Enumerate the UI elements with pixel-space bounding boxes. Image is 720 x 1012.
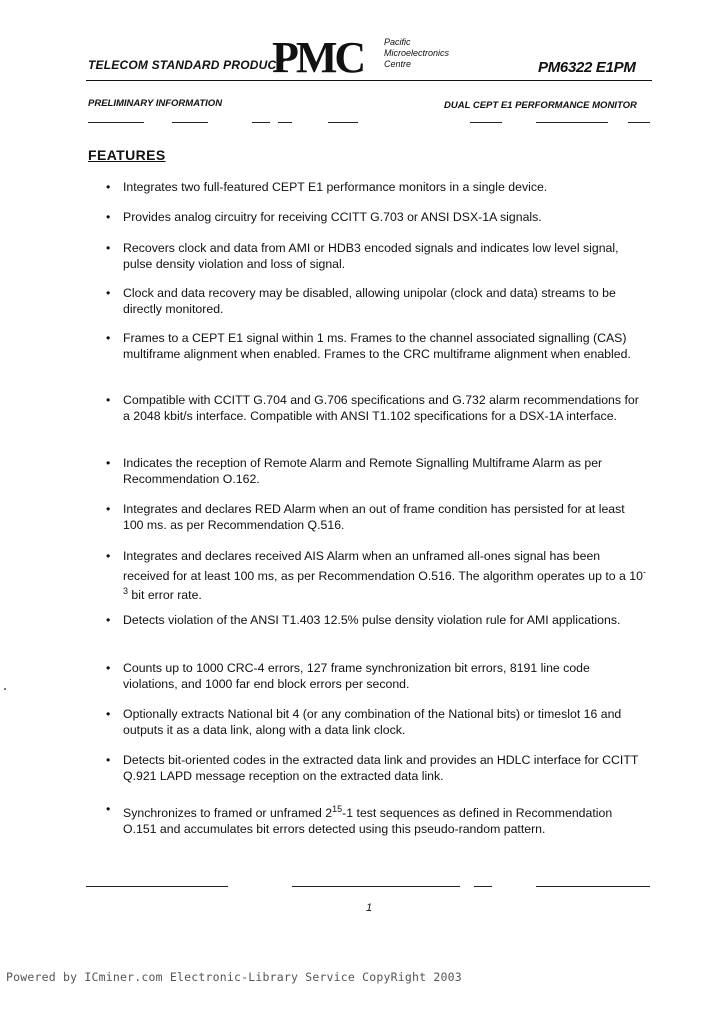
bullet-icon: • — [106, 393, 111, 407]
bullet-icon: • — [106, 613, 111, 627]
divider-dash — [252, 122, 270, 123]
divider-dash — [328, 122, 358, 123]
features-heading: FEATURES — [88, 147, 166, 163]
feature-text: Indicates the reception of Remote Alarm and Remote Signalling Multiframe Alarm as per Recommendation O.162. — [123, 456, 603, 486]
divider-dash — [172, 122, 208, 123]
bullet-icon: • — [106, 707, 111, 721]
feature-text-part: Synchronizes to framed or unframed 2 — [123, 806, 333, 821]
logo-sub-line: Pacific — [384, 37, 411, 47]
header-product-label: TELECOM STANDARD PRODUCT — [88, 58, 284, 72]
feature-text: Compatible with CCITT G.704 and G.706 specifications and G.732 alarm recommendations for a 2048 kbit/s interface. Compatible with ANSI T1.102 specifications for a DSX-1A interface. — [123, 393, 639, 423]
feature-item — [106, 210, 646, 226]
pmc-logo-text: PMC — [272, 36, 364, 78]
feature-item — [106, 456, 646, 487]
feature-item — [106, 707, 646, 738]
feature-item — [106, 331, 646, 362]
feature-text-part: Integrates and declares received AIS Alarm when an unframed all-ones signal has been received for at least 100 ms, as per Recommendation O.516. The algorithm operates up to a 10 — [123, 549, 643, 583]
feature-item — [106, 661, 646, 692]
footer-rule — [536, 886, 650, 887]
bullet-icon: • — [106, 180, 111, 194]
feature-text: Counts up to 1000 CRC-4 errors, 127 frame synchronization bit errors, 8191 line code violations, and 1000 far end block errors per second. — [123, 661, 590, 691]
feature-item — [106, 286, 646, 317]
superscript: -3 — [123, 566, 646, 597]
preliminary-label: PRELIMINARY INFORMATION — [88, 98, 223, 109]
bullet-icon: • — [106, 753, 111, 767]
feature-text: Integrates two full-featured CEPT E1 performance monitors in a single device. — [123, 180, 548, 194]
bullet-icon: • — [106, 241, 111, 255]
divider-dash — [278, 122, 292, 123]
feature-item — [106, 613, 646, 629]
feature-item — [106, 180, 646, 196]
feature-text: Recovers clock and data from AMI or HDB3 encoded signals and indicates low level signal, pulse density violation and loss of signal. — [123, 241, 619, 271]
feature-text: Detects violation of the ANSI T1.403 12.5% pulse density violation rule for AMI applications. — [123, 613, 621, 627]
bullet-icon: • — [106, 210, 111, 224]
divider-dash — [470, 122, 502, 123]
feature-item — [106, 802, 646, 837]
bullet-icon: • — [106, 502, 111, 516]
device-title: DUAL CEPT E1 PERFORMANCE MONITOR — [444, 100, 637, 111]
pmc-logo — [272, 36, 364, 78]
feature-text: Clock and data recovery may be disabled, allowing unipolar (clock and data) streams to be directly monitored. — [123, 286, 616, 316]
feature-item — [106, 502, 646, 533]
bullet-icon: • — [106, 549, 111, 563]
feature-text: Provides analog circuitry for receiving CCITT G.703 or ANSI DSX-1A signals. — [123, 210, 542, 224]
header-rule — [86, 80, 652, 81]
bullet-icon: • — [106, 802, 111, 816]
divider-dash — [628, 122, 650, 123]
scan-speck — [4, 688, 6, 690]
feature-item — [106, 393, 646, 424]
feature-text-part: -1 test sequences as defined in Recommendation O.151 and accumulates bit errors detected using this pseudo-random pattern. — [123, 806, 613, 836]
bullet-icon: • — [106, 331, 111, 345]
logo-sub-line: Microelectronics — [384, 48, 450, 58]
feature-text: Optionally extracts National bit 4 (or any combination of the National bits) or timeslot 16 and outputs it as a data link, along with a data link clock. — [123, 707, 622, 737]
logo-sub-line: Centre — [384, 59, 412, 69]
feature-text: Integrates and declares RED Alarm when an out of frame condition has persisted for at least 100 ms. as per Recommendation Q.516. — [123, 502, 625, 532]
feature-text: Detects bit-oriented codes in the extracted data link and provides an HDLC interface for CCITT Q.921 LAPD message reception on the extracted data link. — [123, 753, 639, 783]
bullet-icon: • — [106, 661, 111, 675]
footer-watermark: Powered by ICminer.com Electronic-Library Service CopyRight 2003 — [6, 970, 462, 984]
part-number: PM6322 E1PM — [538, 59, 636, 76]
feature-item — [106, 753, 646, 784]
pmc-logo-mark — [272, 36, 364, 78]
footer-rule — [292, 886, 460, 887]
feature-item — [106, 549, 646, 604]
bullet-icon: • — [106, 456, 111, 470]
page-number: 1 — [366, 902, 373, 914]
feature-text — [123, 802, 646, 837]
feature-text: Frames to a CEPT E1 signal within 1 ms. Frames to the channel associated signalling (CAS) multiframe alignment when enabled. Frames to the CRC multiframe alignment when enabled. — [123, 331, 631, 361]
feature-text-part: bit error rate. — [128, 588, 202, 603]
divider-dash — [88, 122, 144, 123]
logo-subtitle — [384, 37, 449, 70]
superscript: 15 — [332, 804, 343, 814]
feature-item — [106, 241, 646, 272]
footer-rule — [86, 886, 228, 887]
footer-rule — [474, 886, 492, 887]
feature-text — [123, 549, 646, 604]
bullet-icon: • — [106, 286, 111, 300]
divider-dash — [536, 122, 608, 123]
